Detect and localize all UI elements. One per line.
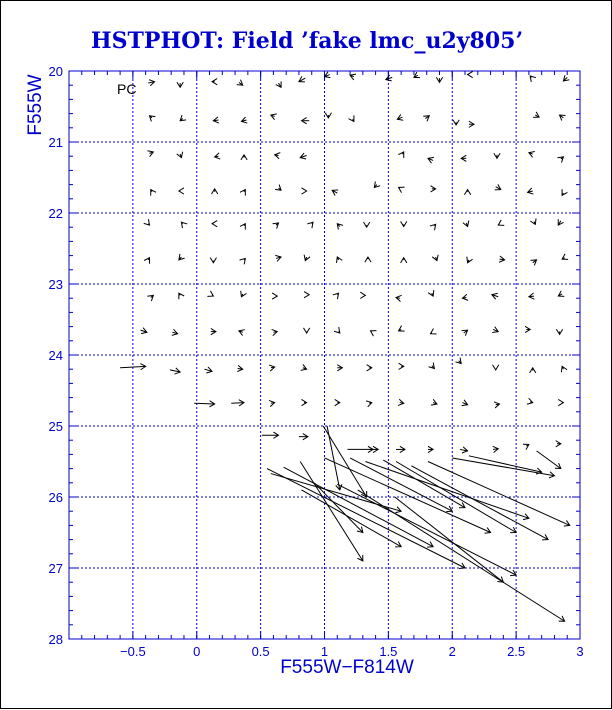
y-axis-label: F555W	[25, 74, 46, 136]
arrow-head	[493, 365, 499, 370]
vector-arrow	[299, 76, 305, 81]
y-tick-label: 28	[48, 632, 63, 647]
vector-arrow	[267, 469, 465, 569]
vector-arrow	[273, 223, 279, 229]
vector-arrow	[179, 254, 185, 260]
vector-arrow	[148, 80, 154, 86]
x-tick-label: 2.5	[507, 644, 526, 659]
vector-arrow	[468, 71, 473, 77]
vector-arrow	[366, 401, 372, 407]
vector-arrow	[314, 483, 363, 533]
arrow-head	[304, 255, 310, 261]
arrow-head	[239, 330, 245, 336]
y-tick-label: 21	[48, 135, 63, 150]
grid-layer	[69, 71, 580, 639]
vector-arrow	[302, 490, 402, 547]
vector-arrow	[337, 224, 343, 230]
chart-svg	[1, 1, 612, 710]
vector-arrow	[360, 292, 365, 298]
arrow-head	[301, 188, 306, 194]
vector-arrow	[563, 75, 569, 81]
vector-arrow	[271, 114, 277, 120]
vector-arrow	[325, 72, 331, 78]
vector-arrow	[276, 81, 281, 87]
vector-arrow	[194, 401, 214, 407]
arrow-head	[467, 257, 473, 263]
vector-arrow	[304, 292, 309, 298]
arrow-head	[272, 293, 277, 299]
vector-arrow	[430, 224, 436, 230]
vector-arrow	[462, 330, 468, 336]
vector-arrow	[210, 258, 216, 263]
arrow-head	[350, 74, 356, 80]
vector-arrow	[493, 365, 499, 370]
vector-arrow	[301, 399, 306, 405]
arrow-head	[151, 190, 156, 196]
x-axis-label: F555W−F814W	[280, 657, 414, 678]
vector-arrow	[396, 295, 402, 301]
vector-arrow	[284, 467, 433, 547]
vector-arrow	[215, 153, 221, 159]
arrow-head	[468, 71, 473, 77]
vector-arrow	[337, 365, 342, 371]
vector-arrow	[462, 294, 468, 300]
arrow-shaft	[323, 426, 366, 497]
vector-arrow	[269, 400, 275, 406]
vector-arrow	[364, 222, 370, 227]
vector-arrow	[523, 444, 529, 449]
x-tick-label: 3	[576, 644, 584, 659]
vector-arrow	[530, 368, 536, 373]
arrow-head	[398, 152, 403, 158]
arrow-head	[401, 258, 407, 263]
arrow-shaft	[314, 483, 363, 533]
vector-arrow	[558, 219, 563, 225]
vector-arrow	[180, 115, 186, 121]
arrow-head	[364, 222, 370, 227]
arrow-shaft	[284, 467, 433, 547]
vector-arrow	[428, 157, 434, 163]
vector-arrow	[436, 77, 442, 82]
vector-arrow	[212, 79, 217, 85]
vector-arrow	[428, 290, 434, 296]
arrow-head	[530, 218, 536, 224]
arrow-shaft	[300, 462, 363, 561]
arrow-head	[144, 258, 149, 264]
vector-arrow	[147, 151, 153, 157]
arrow-shaft	[411, 466, 548, 540]
vector-arrow	[455, 358, 461, 364]
vector-arrow	[349, 115, 354, 121]
x-tick-label: −0.5	[120, 644, 146, 659]
vector-arrow	[558, 399, 563, 405]
vector-arrow	[301, 364, 307, 370]
vector-arrow	[399, 326, 405, 331]
y-tick-label: 23	[48, 277, 63, 292]
vector-arrow	[237, 80, 243, 86]
vector-arrow	[401, 221, 407, 226]
x-tick-label: 0	[193, 644, 201, 659]
arrow-head	[558, 219, 563, 225]
vector-arrow	[304, 255, 310, 261]
vector-arrow	[333, 293, 339, 299]
vector-arrow	[494, 402, 500, 408]
vector-arrow	[383, 460, 465, 508]
vector-arrow	[237, 365, 242, 371]
vector-arrow	[562, 254, 568, 259]
vector-arrow	[527, 398, 533, 404]
vector-arrow	[556, 329, 562, 334]
vector-arrow	[370, 331, 376, 336]
arrow-head	[210, 258, 216, 263]
y-tick-label: 24	[48, 348, 63, 363]
vector-arrow	[144, 219, 150, 225]
vector-arrow	[241, 291, 247, 297]
arrow-head	[527, 398, 533, 404]
vector-arrow	[177, 82, 183, 87]
vector-arrow	[179, 293, 184, 299]
vector-arrow	[386, 75, 392, 81]
vector-arrow	[452, 458, 554, 478]
arrow-head	[561, 366, 567, 372]
vector-arrow	[269, 365, 275, 371]
arrow-head	[240, 224, 245, 230]
vector-arrow	[262, 432, 279, 438]
vector-arrow	[396, 446, 405, 452]
vector-arrow	[212, 221, 217, 227]
vector-arrow	[300, 462, 363, 561]
vector-arrow	[562, 189, 567, 195]
y-tick-label: 22	[48, 206, 63, 221]
arrow-head	[562, 189, 567, 195]
vector-arrow	[399, 187, 405, 192]
vector-arrow	[398, 399, 404, 405]
arrow-head	[177, 152, 183, 158]
arrow-head	[399, 363, 404, 369]
vector-arrow	[401, 258, 407, 263]
vector-arrow	[211, 189, 217, 194]
arrow-head	[365, 257, 371, 262]
arrow-head	[367, 365, 372, 371]
arrow-shaft	[302, 490, 402, 547]
arrow-head	[366, 401, 372, 407]
arrow-head	[432, 255, 438, 261]
vector-arrow	[464, 190, 470, 195]
vector-arrow	[272, 329, 278, 335]
vector-arrow	[334, 327, 340, 333]
y-tick-label: 20	[48, 64, 63, 79]
vector-arrow	[469, 121, 474, 127]
arrow-shaft	[194, 403, 214, 404]
x-tick-label: 1	[320, 644, 329, 659]
vector-arrow	[558, 291, 564, 296]
vector-arrow	[177, 152, 183, 158]
vector-arrow	[411, 466, 548, 540]
vector-arrow	[530, 76, 536, 82]
arrow-shaft	[327, 426, 340, 490]
arrow-head	[428, 290, 434, 296]
vector-arrow	[147, 295, 153, 301]
vector-arrow	[239, 330, 245, 336]
vector-arrow	[323, 426, 366, 497]
arrow-head	[335, 399, 340, 405]
vector-arrow	[429, 363, 435, 369]
vector-arrow	[398, 152, 403, 158]
vector-arrow	[240, 258, 246, 264]
arrow-head	[276, 81, 281, 87]
vector-arrow	[557, 157, 563, 163]
vector-arrow	[529, 293, 534, 299]
vector-arrow	[493, 446, 498, 452]
arrow-head	[304, 292, 309, 298]
arrow-head	[301, 364, 307, 370]
arrow-head	[529, 151, 535, 157]
vector-arrow	[207, 291, 213, 296]
arrow-head	[241, 291, 247, 297]
vector-arrow	[529, 151, 535, 157]
vector-arrow	[299, 434, 308, 440]
vector-arrow	[181, 222, 187, 228]
vector-arrow	[461, 155, 466, 161]
vector-arrow	[431, 328, 437, 333]
arrow-head	[179, 188, 184, 194]
vector-arrow	[494, 153, 500, 158]
vector-arrow	[431, 186, 436, 192]
arrow-shaft	[267, 469, 465, 568]
arrow-head	[431, 399, 437, 405]
vector-arrow	[365, 257, 371, 262]
vector-arrow	[374, 182, 380, 188]
vector-arrow	[179, 188, 184, 194]
arrow-shaft	[469, 456, 542, 472]
vector-arrow	[151, 190, 156, 196]
vector-arrow	[414, 72, 420, 77]
vector-arrow	[531, 260, 537, 266]
vector-arrow	[492, 293, 498, 299]
arrow-shaft	[231, 403, 244, 404]
vector-arrow	[241, 117, 247, 123]
vector-arrow	[337, 257, 343, 263]
vector-arrow	[170, 368, 180, 374]
vector-arrow	[272, 293, 277, 299]
vector-arrow	[530, 218, 536, 224]
vector-arrow	[397, 114, 403, 120]
vector-arrow	[302, 118, 310, 124]
arrow-head	[337, 257, 343, 263]
y-tick-label: 27	[48, 561, 63, 576]
chart-title: HSTPHOT: Field ’fake lmc_u2y805’	[90, 28, 524, 54]
arrow-head	[360, 292, 365, 298]
arrow-shaft	[537, 451, 561, 469]
vector-arrow	[335, 399, 340, 405]
vector-arrow	[537, 451, 561, 469]
x-tick-label: 2	[448, 644, 456, 659]
arrow-head	[401, 221, 407, 226]
vector-arrow	[423, 116, 429, 122]
vector-arrow	[399, 363, 404, 369]
vector-arrow	[495, 184, 501, 189]
vector-arrow	[556, 441, 561, 447]
vector-arrow	[367, 365, 372, 371]
arrow-head	[240, 190, 245, 196]
arrow-head	[301, 399, 306, 405]
vector-layer	[120, 71, 570, 621]
arrow-head	[147, 151, 153, 157]
panel-label: PC	[117, 81, 137, 97]
vector-arrow	[528, 188, 534, 194]
vector-arrow	[467, 257, 473, 263]
x-tick-label: 0.5	[251, 644, 270, 659]
vector-arrow	[462, 400, 468, 406]
vector-arrow	[144, 258, 149, 264]
vector-arrow	[561, 366, 567, 372]
arrow-head	[464, 190, 470, 195]
vector-arrow	[204, 367, 212, 373]
vector-arrow	[275, 153, 281, 159]
vector-arrow	[240, 224, 245, 230]
arrow-shaft	[120, 366, 146, 367]
vector-arrow	[432, 255, 438, 261]
vector-arrow	[211, 328, 216, 334]
vector-arrow	[325, 113, 331, 118]
arrow-head	[558, 399, 563, 405]
vector-arrow	[240, 190, 245, 196]
vector-arrow	[275, 255, 281, 261]
vector-arrow	[301, 188, 306, 194]
y-tick-label: 26	[48, 490, 63, 505]
vector-arrow	[498, 220, 504, 225]
vector-arrow	[428, 446, 433, 452]
x-tick-label: 1.5	[379, 644, 398, 659]
vector-arrow	[307, 222, 313, 228]
vector-arrow	[463, 221, 469, 227]
vector-arrow	[428, 462, 570, 527]
vector-arrow	[350, 74, 356, 80]
vector-arrow	[172, 329, 178, 335]
vector-arrow	[525, 326, 530, 332]
vector-arrow	[327, 426, 342, 490]
vector-arrow	[499, 256, 504, 262]
vector-arrow	[300, 153, 306, 159]
vector-arrow	[332, 190, 338, 195]
arrow-head	[179, 293, 184, 299]
vector-arrow	[533, 112, 539, 117]
vector-arrow	[460, 447, 468, 453]
arrow-head	[349, 115, 354, 121]
arrow-head	[212, 79, 217, 85]
arrow-head	[271, 114, 277, 120]
vector-arrow	[241, 155, 247, 160]
tick-layer	[49, 64, 584, 659]
vector-arrow	[231, 400, 244, 406]
arrow-head	[463, 221, 469, 227]
y-tick-label: 25	[48, 419, 63, 434]
vector-arrow	[213, 117, 218, 123]
vector-arrow	[453, 120, 459, 125]
vector-arrow	[492, 327, 498, 333]
arrow-shaft	[383, 460, 465, 508]
vector-arrow	[141, 328, 147, 334]
arrow-head	[303, 328, 309, 333]
vector-arrow	[149, 116, 155, 122]
vector-arrow	[431, 399, 437, 405]
arrow-head	[212, 221, 217, 227]
vector-arrow	[560, 115, 566, 121]
vector-arrow	[303, 328, 309, 333]
vector-arrow	[275, 185, 281, 191]
